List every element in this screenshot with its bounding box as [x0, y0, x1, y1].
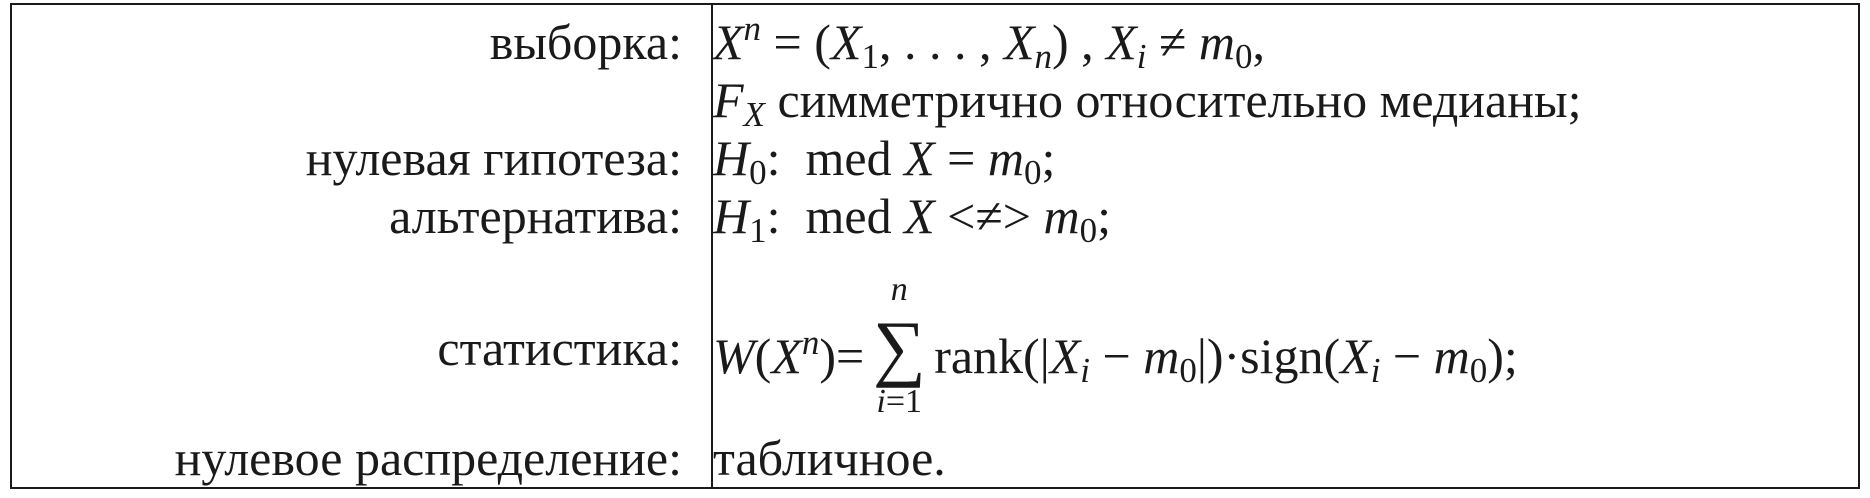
row-label-alternative: альтернатива: — [389, 188, 682, 244]
table-row-alternative — [12, 188, 1858, 250]
hypothesis-test-table — [10, 3, 1860, 489]
row-content-null-distribution: табличное. — [713, 430, 946, 486]
row-label-sample: выборка: — [489, 14, 682, 70]
row-content-alternative: $H_1$: med X <≠> $m_0$; — [713, 188, 1111, 250]
table-row-statistic — [12, 271, 1858, 420]
sum-lower-limit: i=1 — [876, 383, 923, 420]
row-label-null-hypothesis: нулевая гипотеза: — [305, 130, 682, 186]
row-label-null-distribution: нулевое распределение: — [174, 430, 682, 486]
table-row-symmetry — [12, 72, 1858, 134]
table-row-null-distribution — [12, 430, 1858, 488]
table-row-null-hypothesis — [12, 130, 1858, 192]
sum-upper-limit: n — [890, 271, 908, 308]
table-row-sample — [12, 8, 1858, 76]
row-content-null-hypothesis: $H_0$: med $X = m_0$; — [713, 130, 1056, 192]
row-label-statistic: статистика: — [437, 320, 682, 376]
row-content-statistic: $W(X^n)=$ n ∑ i=1 $rank(|X_i$ − $m_0|)\cdot sign(X_i - m_0)$; — [713, 271, 1518, 420]
summation-symbol: n ∑ i=1 — [864, 323, 934, 383]
row-content-symmetry: $F_X$ симметрично относительно медианы; — [713, 72, 1582, 134]
row-content-sample: $X^n = (X_1$, . . . , $X_n$) , $X_i \ne m_0$, — [713, 8, 1265, 76]
